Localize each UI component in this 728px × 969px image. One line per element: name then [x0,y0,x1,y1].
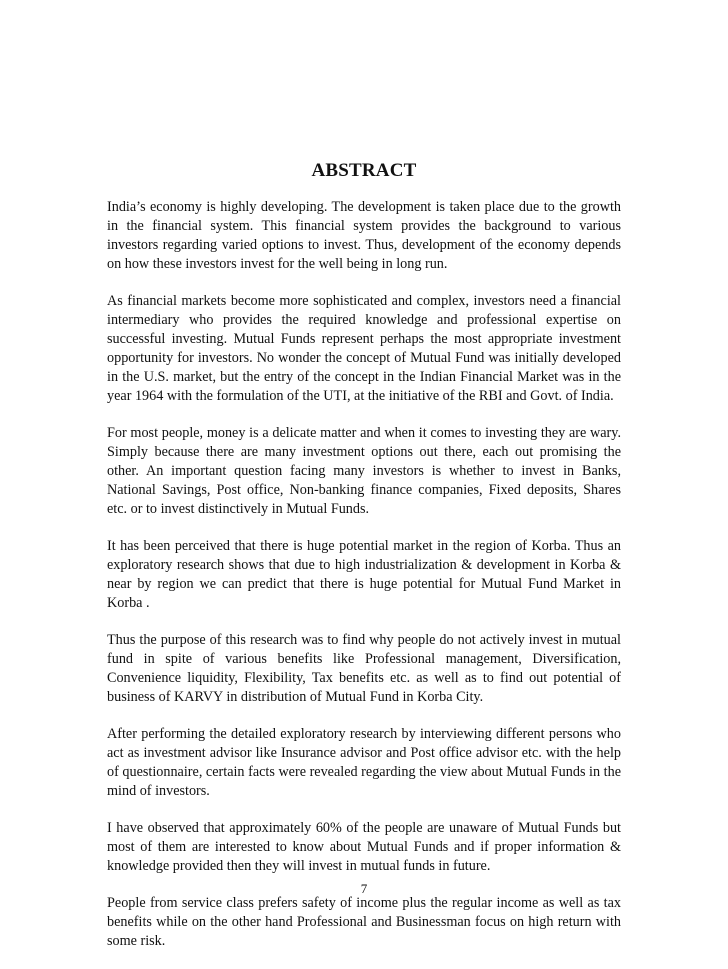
paragraph-3: For most people, money is a delicate matter and when it comes to investing they are wary. Simply because there are many investment options out there, each out promising the other. An important question facing many investors is whether to invest in Banks, National Savings, Post office, Non-banking finance companies, Fixed deposits, Shares etc. or to invest distinctively in Mutual Funds. [107,425,621,517]
paragraph-1: India’s economy is highly developing. The development is taken place due to the growth in the financial system. This financial system provides the background to various investors regarding varied options to invest. Thus, development of the economy depends on how these investors invest for the well being in long run. [107,199,621,272]
abstract-body [107,198,621,969]
paragraph-7: I have observed that approximately 60% of the people are unaware of Mutual Funds but most of them are interested to know about Mutual Funds and if proper information & knowledge provided then they will invest in mutual funds in future. [107,820,621,874]
paragraph-5: Thus the purpose of this research was to find why people do not actively invest in mutual fund in spite of various benefits like Professional management, Diversification, Convenience liquidity, Flexibility, Tax benefits etc. as well as to find out potential of business of KARVY in distribution of Mutual Fund in Korba City. [107,632,621,705]
paragraph-4: It has been perceived that there is huge potential market in the region of Korba. Thus an exploratory research shows that due to high industrialization & development in Korba & near by region we can predict that there is huge potential for Mutual Fund Market in Korba . [107,538,621,611]
paragraph-2: As financial markets become more sophisticated and complex, investors need a financial intermediary who provides the required knowledge and professional expertise on successful investing. Mutual Funds represent perhaps the most appropriate investment opportunity for investors. No wonder the concept of Mutual Fund was initially developed in the U.S. market, but the entry of the concept in the Indian Financial Market was in the year 1964 with the formulation of the UTI, at the initiative of the RBI and Govt. of India. [107,293,621,404]
page-number: 7 [360,881,368,896]
paragraph-8: People from service class prefers safety of income plus the regular income as well as tax benefits while on the other hand Professional and Businessman focus on high return with some risk. [107,895,621,949]
paragraph-6: After performing the detailed exploratory research by interviewing different persons who act as investment advisor like Insurance advisor and Post office advisor etc. with the help of questionnaire, certain facts were revealed regarding the view about Mutual Funds in the mind of investors. [107,726,621,799]
page-title: ABSTRACT [311,160,417,181]
